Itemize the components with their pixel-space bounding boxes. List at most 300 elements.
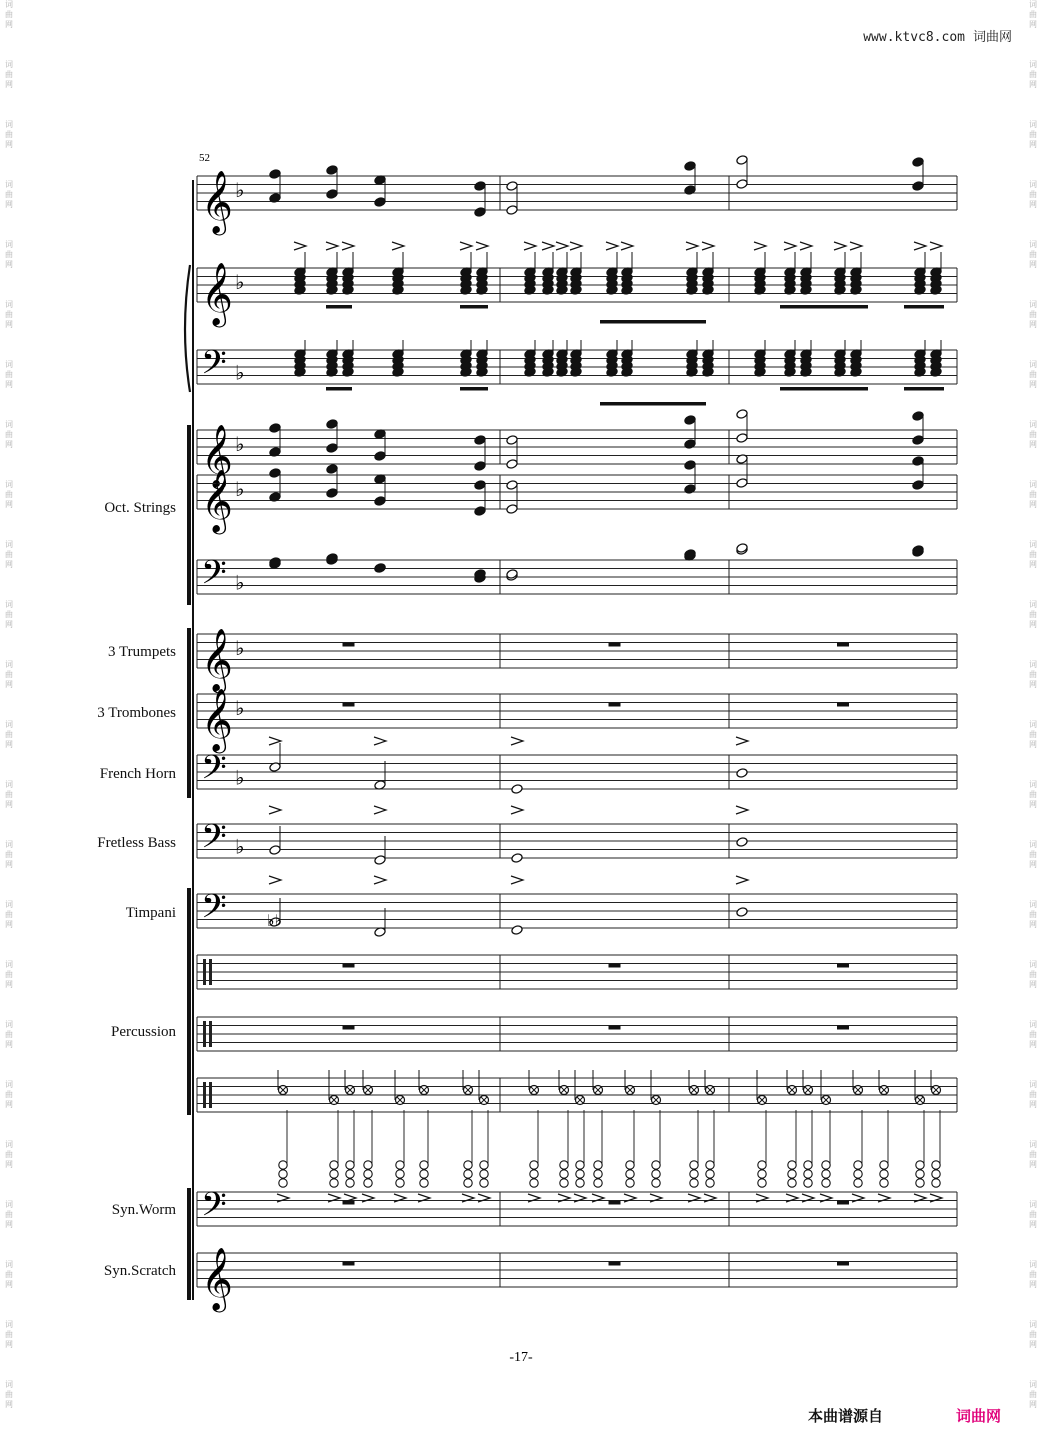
notehead (374, 197, 386, 208)
watermark-char: 网 (5, 1100, 13, 1109)
footer-brand[interactable]: 词曲网 (956, 1407, 1002, 1425)
accent-mark (269, 876, 281, 884)
cluster-notehead (560, 1179, 568, 1187)
watermark-char: 网 (1029, 80, 1037, 89)
bass-clef: 𝄢 (201, 888, 227, 934)
cluster-notehead (279, 1179, 287, 1187)
cluster-notehead (330, 1161, 338, 1169)
watermark-char: 曲 (1029, 550, 1037, 559)
cluster-notehead (330, 1179, 338, 1187)
cluster-notehead (420, 1179, 428, 1187)
watermark-char: 词 (1029, 780, 1037, 789)
cluster-notehead (932, 1161, 940, 1169)
whole-rest (609, 1201, 621, 1205)
watermark-char: 网 (5, 560, 13, 569)
cluster-notehead (279, 1161, 287, 1169)
notehead (374, 855, 386, 866)
cluster-notehead (364, 1179, 372, 1187)
cluster-notehead (594, 1179, 602, 1187)
watermark-char: 曲 (1029, 430, 1037, 439)
watermark-char: 词 (1029, 180, 1037, 189)
watermark-char: 曲 (1029, 790, 1037, 799)
treble-clef: 𝄞 (201, 262, 233, 325)
watermark-char: 网 (5, 1160, 13, 1169)
cluster-notehead (626, 1170, 634, 1178)
label-french-horn: French Horn (99, 766, 176, 782)
treble-clef: 𝄞 (201, 628, 233, 691)
notehead (736, 478, 748, 489)
footer-source: 本曲谱源自 (808, 1407, 884, 1425)
cluster-notehead (788, 1170, 796, 1178)
watermark-char: 曲 (1029, 1210, 1037, 1219)
cluster-notehead (822, 1179, 830, 1187)
cluster-notehead (530, 1179, 538, 1187)
notehead (326, 443, 338, 454)
notehead (912, 181, 924, 192)
watermark-char: 网 (5, 380, 13, 389)
watermark-char: 曲 (1029, 10, 1037, 19)
cluster-notehead (420, 1161, 428, 1169)
beam (780, 305, 868, 309)
notehead (326, 488, 338, 499)
accent-mark (524, 242, 536, 250)
watermark-char: 网 (5, 980, 13, 989)
notehead (374, 496, 386, 507)
page-number: -17- (509, 1350, 533, 1365)
accent-mark (556, 242, 568, 250)
watermark-char: 网 (1029, 440, 1037, 449)
watermark-char: 曲 (5, 610, 13, 619)
watermark-char: 词 (1029, 1080, 1037, 1089)
watermark-char: 曲 (1029, 310, 1037, 319)
watermark-char: 网 (1029, 1220, 1037, 1229)
watermark-char: 曲 (1029, 1090, 1037, 1099)
bass-clef: 𝄢 (201, 1186, 227, 1232)
accent-mark (736, 876, 748, 884)
percussion-clef (209, 1082, 212, 1108)
cluster-notehead (804, 1179, 812, 1187)
accent-mark (754, 242, 766, 250)
bass-clef: 𝄢 (201, 344, 227, 390)
cluster-notehead (396, 1179, 404, 1187)
watermark-char: 词 (5, 0, 13, 9)
watermark-char: 词 (5, 660, 13, 669)
label-syn-worm: Syn.Worm (111, 1202, 176, 1218)
watermark-char: 词 (5, 360, 13, 369)
watermark-char: 曲 (1029, 70, 1037, 79)
accent-mark (326, 242, 338, 250)
watermark-char: 词 (5, 180, 13, 189)
whole-rest (343, 1262, 355, 1266)
watermark-char: 曲 (1029, 130, 1037, 139)
watermark-char: 词 (5, 1260, 13, 1269)
cluster-notehead (594, 1170, 602, 1178)
watermark-char: 曲 (1029, 1330, 1037, 1339)
watermark-char: 曲 (5, 910, 13, 919)
watermark-char: 曲 (5, 190, 13, 199)
accent-mark (702, 242, 714, 250)
beam (326, 387, 352, 391)
watermark-char: 曲 (5, 1150, 13, 1159)
cluster-notehead (690, 1179, 698, 1187)
watermark-char: 曲 (1029, 250, 1037, 259)
watermark-char: 词 (5, 720, 13, 729)
treble-clef: 𝄞 (201, 170, 233, 233)
accent-mark (342, 242, 354, 250)
watermark-char: 网 (1029, 920, 1037, 929)
watermark-char: 网 (1029, 860, 1037, 869)
watermark-char: 曲 (1029, 1270, 1037, 1279)
whole-rest (837, 703, 849, 707)
cluster-notehead (594, 1161, 602, 1169)
whole-rest (609, 964, 621, 968)
watermark-char: 词 (5, 60, 13, 69)
notehead (684, 439, 696, 450)
group-bracket (187, 425, 191, 605)
notehead (474, 461, 486, 472)
accent-mark (269, 737, 281, 745)
group-bracket (187, 628, 191, 798)
cluster-notehead (652, 1161, 660, 1169)
percussion-clef (203, 1082, 206, 1108)
label-trumpets: 3 Trumpets (108, 644, 176, 660)
accent-mark (460, 242, 472, 250)
whole-rest (609, 1262, 621, 1266)
watermark-char: 网 (1029, 380, 1037, 389)
notehead (736, 155, 748, 166)
notehead (474, 207, 486, 218)
accent-mark (374, 806, 386, 814)
watermark-char: 网 (5, 800, 13, 809)
watermark-char: 网 (1029, 1100, 1037, 1109)
cluster-notehead (854, 1161, 862, 1169)
watermark-char: 网 (1029, 1280, 1037, 1289)
watermark-char: 曲 (1029, 670, 1037, 679)
accent-mark (511, 876, 523, 884)
watermark-char: 词 (5, 240, 13, 249)
label-oct-strings: Oct. Strings (104, 500, 176, 516)
watermark-char: 曲 (1029, 190, 1037, 199)
notehead (506, 504, 518, 515)
whole-rest (609, 703, 621, 707)
cluster-notehead (530, 1170, 538, 1178)
site-url[interactable]: www.ktvc8.com (863, 30, 965, 45)
notehead (269, 423, 281, 434)
notehead (736, 907, 748, 918)
watermark-char: 词 (5, 540, 13, 549)
cluster-notehead (690, 1170, 698, 1178)
watermark-char: 词 (1029, 1020, 1037, 1029)
watermark-char: 网 (1029, 620, 1037, 629)
notehead (736, 179, 748, 190)
cluster-notehead (706, 1179, 714, 1187)
whole-rest (837, 1262, 849, 1266)
notehead (474, 435, 486, 446)
flat-key-signature: ♭ (235, 696, 245, 720)
cluster-notehead (364, 1170, 372, 1178)
watermark-char: 曲 (5, 370, 13, 379)
watermark-char: 曲 (1029, 1030, 1037, 1039)
cluster-notehead (758, 1179, 766, 1187)
accent-mark (374, 876, 386, 884)
watermark-char: 词 (1029, 1260, 1037, 1269)
cluster-notehead (396, 1161, 404, 1169)
label-trombones: 3 Trombones (97, 705, 176, 721)
watermark-char: 曲 (5, 670, 13, 679)
watermark-char: 词 (5, 1200, 13, 1209)
cluster-notehead (576, 1161, 584, 1169)
notehead (912, 157, 924, 168)
notehead (506, 435, 518, 446)
notehead (326, 464, 338, 475)
accent-mark (834, 242, 846, 250)
watermark-char: 网 (5, 1220, 13, 1229)
cluster-notehead (480, 1161, 488, 1169)
notehead (684, 185, 696, 196)
cluster-notehead (480, 1179, 488, 1187)
watermark-char: 网 (1029, 1160, 1037, 1169)
watermark-char: 曲 (5, 70, 13, 79)
accent-mark (570, 242, 582, 250)
treble-clef: 𝄞 (201, 469, 233, 532)
beam (780, 387, 868, 391)
flat-key-signature: ♭ (235, 570, 245, 595)
accent-mark (269, 806, 281, 814)
beam (904, 305, 944, 309)
watermark-char: 网 (1029, 1040, 1037, 1049)
flat-key-signature: ♭ (235, 765, 245, 790)
cluster-notehead (916, 1179, 924, 1187)
watermark-char: 网 (1029, 980, 1037, 989)
cluster-notehead (822, 1161, 830, 1169)
watermark-char: 词 (1029, 1140, 1037, 1149)
watermark-char: 词 (5, 1320, 13, 1329)
watermark-char: 曲 (5, 1390, 13, 1399)
whole-rest (609, 1026, 621, 1030)
cluster-notehead (464, 1161, 472, 1169)
cluster-notehead (880, 1179, 888, 1187)
cluster-notehead (916, 1161, 924, 1169)
label-syn-scratch: Syn.Scratch (103, 1263, 176, 1279)
notehead (736, 409, 748, 420)
accent-mark (606, 242, 618, 250)
cluster-notehead (576, 1170, 584, 1178)
watermark-char: 词 (1029, 420, 1037, 429)
watermark-char: 词 (1029, 300, 1037, 309)
watermark-char: 网 (1029, 140, 1037, 149)
flat-key-signature: ♭ (235, 178, 245, 202)
watermark-char: 曲 (5, 970, 13, 979)
notehead (912, 456, 924, 467)
cluster-notehead (788, 1161, 796, 1169)
watermark-char: 曲 (1029, 1390, 1037, 1399)
notehead (511, 784, 523, 795)
watermark-char: 网 (5, 500, 13, 509)
watermark-char: 曲 (5, 1030, 13, 1039)
cluster-notehead (464, 1170, 472, 1178)
watermark-char: 曲 (5, 730, 13, 739)
cluster-notehead (346, 1161, 354, 1169)
notehead (474, 506, 486, 517)
watermark-char: 网 (1029, 320, 1037, 329)
accent-mark (511, 806, 523, 814)
cluster-notehead (854, 1170, 862, 1178)
watermark-char: 词 (5, 1380, 13, 1389)
notehead (736, 768, 748, 779)
cluster-notehead (346, 1170, 354, 1178)
treble-clef: 𝄞 (201, 424, 233, 487)
treble-clef: 𝄞 (201, 688, 233, 751)
cluster-notehead (690, 1161, 698, 1169)
accent-mark (736, 806, 748, 814)
notehead (474, 480, 486, 491)
cluster-notehead (916, 1170, 924, 1178)
notehead (326, 189, 338, 200)
treble-clef: 𝄞 (201, 1247, 233, 1310)
watermark-char: 网 (1029, 20, 1037, 29)
beam (460, 305, 488, 309)
notehead (374, 451, 386, 462)
whole-rest (609, 643, 621, 647)
whole-rest (343, 1026, 355, 1030)
watermark-char: 曲 (5, 490, 13, 499)
notehead (506, 181, 518, 192)
notehead (912, 480, 924, 491)
percussion-clef (203, 1021, 206, 1047)
watermark-char: 网 (5, 140, 13, 149)
cluster-notehead (788, 1179, 796, 1187)
whole-rest (837, 1026, 849, 1030)
cluster-notehead (576, 1179, 584, 1187)
watermark-char: 曲 (5, 310, 13, 319)
cluster-notehead (706, 1161, 714, 1169)
watermark-char: 词 (1029, 660, 1037, 669)
watermark-char: 网 (5, 620, 13, 629)
watermark-char: 网 (1029, 740, 1037, 749)
cluster-notehead (932, 1170, 940, 1178)
watermark-char: 曲 (5, 10, 13, 19)
watermark-char: 曲 (5, 850, 13, 859)
cluster-notehead (822, 1170, 830, 1178)
group-bracket (187, 1188, 191, 1300)
cluster-notehead (758, 1170, 766, 1178)
cluster-notehead (279, 1170, 287, 1178)
accent-mark (930, 242, 942, 250)
watermark-char: 网 (1029, 800, 1037, 809)
notehead (326, 165, 338, 176)
watermark-char: 网 (5, 1340, 13, 1349)
watermark-char: 曲 (5, 790, 13, 799)
watermark-char: 词 (5, 840, 13, 849)
bass-clef: 𝄢 (201, 818, 227, 864)
accent-mark (784, 242, 796, 250)
watermark-char: 词 (1029, 480, 1037, 489)
watermark-char: 网 (5, 260, 13, 269)
accent-mark (511, 737, 523, 745)
cluster-notehead (626, 1179, 634, 1187)
watermark-char: 网 (5, 20, 13, 29)
watermark-char: 曲 (5, 430, 13, 439)
watermark-char: 曲 (1029, 370, 1037, 379)
watermark-char: 词 (5, 300, 13, 309)
notehead (511, 853, 523, 864)
cluster-notehead (364, 1161, 372, 1169)
piano-brace (185, 265, 190, 392)
watermark-char: 曲 (1029, 610, 1037, 619)
watermark-char: 网 (5, 740, 13, 749)
notehead (511, 925, 523, 936)
watermark-char: 网 (5, 440, 13, 449)
cluster-notehead (932, 1179, 940, 1187)
accent-mark (542, 242, 554, 250)
group-bracket (187, 888, 191, 1115)
bass-clef: 𝄢 (201, 749, 227, 795)
notehead (736, 433, 748, 444)
watermark-char: 词 (1029, 900, 1037, 909)
watermark-char: 网 (1029, 1340, 1037, 1349)
accent-mark (850, 242, 862, 250)
watermark-char: 网 (5, 860, 13, 869)
watermark-char: 词 (1029, 540, 1037, 549)
cluster-notehead (396, 1170, 404, 1178)
percussion-clef (209, 959, 212, 985)
accent-mark (294, 242, 306, 250)
cluster-notehead (652, 1170, 660, 1178)
beam (460, 387, 488, 391)
watermark-char: 网 (5, 320, 13, 329)
notehead (269, 169, 281, 180)
watermark-char: 网 (5, 200, 13, 209)
watermark-char: 词 (1029, 60, 1037, 69)
accent-mark (686, 242, 698, 250)
watermark-char: 词 (5, 1140, 13, 1149)
watermark-char: 曲 (5, 130, 13, 139)
notehead (736, 837, 748, 848)
beam (600, 320, 706, 324)
accent-mark (392, 242, 404, 250)
accent-mark (914, 242, 926, 250)
watermark-char: 词 (5, 420, 13, 429)
watermark-char: 网 (5, 80, 13, 89)
notehead (506, 205, 518, 216)
cluster-notehead (758, 1161, 766, 1169)
beam (326, 305, 352, 309)
cluster-notehead (560, 1161, 568, 1169)
flat-key-signature: ♭ (235, 432, 245, 456)
watermark-char: 网 (1029, 560, 1037, 569)
bass-clef: 𝄢 (201, 554, 227, 600)
watermark-char: 曲 (5, 550, 13, 559)
watermark-char: 曲 (1029, 730, 1037, 739)
watermark-char: 网 (1029, 1400, 1037, 1409)
watermark-char: 网 (5, 680, 13, 689)
site-name: 词曲网 (972, 30, 1012, 45)
watermark-char: 网 (1029, 680, 1037, 689)
watermark-char: 曲 (5, 1210, 13, 1219)
cluster-notehead (854, 1179, 862, 1187)
watermark-char: 词 (5, 120, 13, 129)
watermark-char: 曲 (1029, 910, 1037, 919)
watermark-char: 曲 (1029, 490, 1037, 499)
accent-mark (476, 242, 488, 250)
cluster-notehead (346, 1179, 354, 1187)
watermark-char: 网 (1029, 200, 1037, 209)
flat-key-signature: ♭ (235, 360, 245, 385)
watermark-char: 曲 (1029, 970, 1037, 979)
accent-mark (621, 242, 633, 250)
watermark-char: 网 (5, 920, 13, 929)
cluster-notehead (652, 1179, 660, 1187)
